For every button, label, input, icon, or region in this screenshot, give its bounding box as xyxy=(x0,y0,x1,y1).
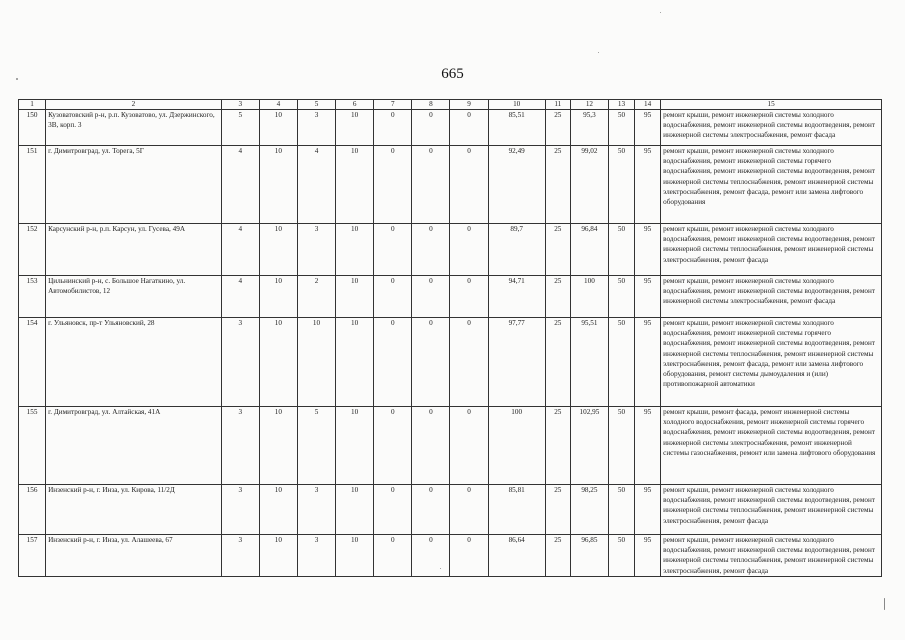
value-cell-c13: 50 xyxy=(608,407,634,485)
value-cell-c5: 10 xyxy=(297,318,335,407)
value-cell-c12: 102,95 xyxy=(570,407,608,485)
column-header: 3 xyxy=(221,100,259,110)
address-cell: Цильнинский р-н, с. Большое Нагаткино, ул. Автомобилистов, 12 xyxy=(46,276,222,318)
value-cell-c8: 0 xyxy=(412,110,450,146)
value-cell-c5: 2 xyxy=(297,276,335,318)
value-cell-c4: 10 xyxy=(259,485,297,535)
value-cell-c4: 10 xyxy=(259,110,297,146)
value-cell-c5: 3 xyxy=(297,110,335,146)
table-row xyxy=(19,276,882,318)
value-cell-c11: 25 xyxy=(545,535,570,577)
value-cell-c3: 5 xyxy=(221,110,259,146)
value-cell-c4: 10 xyxy=(259,276,297,318)
value-cell-c5: 3 xyxy=(297,485,335,535)
column-header: 4 xyxy=(259,100,297,110)
scan-speck xyxy=(440,568,441,569)
value-cell-c12: 95,51 xyxy=(570,318,608,407)
column-header: 2 xyxy=(46,100,222,110)
value-cell-c9: 0 xyxy=(450,110,488,146)
value-cell-c8: 0 xyxy=(412,485,450,535)
value-cell-c6: 10 xyxy=(336,535,374,577)
value-cell-c10: 97,77 xyxy=(488,318,545,407)
column-header: 13 xyxy=(608,100,634,110)
table-row xyxy=(19,146,882,224)
scan-speck xyxy=(884,598,885,610)
value-cell-c3: 3 xyxy=(221,318,259,407)
works-cell: ремонт крыши, ремонт инженерной системы холодного водоснабжения, ремонт инженерной системы горячего водоснабжения, ремонт инженерной системы водоотведения, ремонт инженерной системы теплоснабжения, ремонт инженерной системы электроснабжения, ремонт фасада, ремонт или замена лифтового оборудования xyxy=(661,146,882,224)
row-number: 153 xyxy=(19,276,46,318)
row-number: 157 xyxy=(19,535,46,577)
value-cell-c5: 3 xyxy=(297,535,335,577)
address-cell: г. Димитровград, ул. Торега, 5Г xyxy=(46,146,222,224)
value-cell-c10: 85,51 xyxy=(488,110,545,146)
value-cell-c6: 10 xyxy=(336,146,374,224)
repair-schedule-table xyxy=(18,99,882,577)
row-number: 155 xyxy=(19,407,46,485)
column-header: 1 xyxy=(19,100,46,110)
value-cell-c7: 0 xyxy=(374,224,412,276)
value-cell-c4: 10 xyxy=(259,146,297,224)
value-cell-c6: 10 xyxy=(336,485,374,535)
column-header: 14 xyxy=(635,100,661,110)
value-cell-c9: 0 xyxy=(450,276,488,318)
value-cell-c7: 0 xyxy=(374,146,412,224)
works-cell: ремонт крыши, ремонт инженерной системы холодного водоснабжения, ремонт инженерной системы водоотведения, ремонт инженерной системы электроснабжения, ремонт фасада xyxy=(661,110,882,146)
table-row xyxy=(19,110,882,146)
column-header: 11 xyxy=(545,100,570,110)
row-number: 156 xyxy=(19,485,46,535)
value-cell-c9: 0 xyxy=(450,485,488,535)
table-row xyxy=(19,407,882,485)
value-cell-c3: 4 xyxy=(221,276,259,318)
value-cell-c4: 10 xyxy=(259,318,297,407)
value-cell-c14: 95 xyxy=(635,110,661,146)
value-cell-c9: 0 xyxy=(450,318,488,407)
value-cell-c4: 10 xyxy=(259,535,297,577)
value-cell-c10: 92,49 xyxy=(488,146,545,224)
value-cell-c14: 95 xyxy=(635,146,661,224)
table-row xyxy=(19,485,882,535)
value-cell-c12: 98,25 xyxy=(570,485,608,535)
value-cell-c14: 95 xyxy=(635,224,661,276)
value-cell-c8: 0 xyxy=(412,535,450,577)
address-cell: Инзенский р-н, г. Инза, ул. Кирова, 11/2Д xyxy=(46,485,222,535)
value-cell-c13: 50 xyxy=(608,146,634,224)
address-cell: г. Димитровград, ул. Алтайская, 41А xyxy=(46,407,222,485)
value-cell-c6: 10 xyxy=(336,276,374,318)
value-cell-c12: 96,84 xyxy=(570,224,608,276)
value-cell-c8: 0 xyxy=(412,276,450,318)
value-cell-c10: 86,64 xyxy=(488,535,545,577)
value-cell-c6: 10 xyxy=(336,110,374,146)
table-row xyxy=(19,224,882,276)
value-cell-c11: 25 xyxy=(545,110,570,146)
value-cell-c7: 0 xyxy=(374,485,412,535)
address-cell: г. Ульяновск, пр-т Ульяновский, 28 xyxy=(46,318,222,407)
value-cell-c13: 50 xyxy=(608,485,634,535)
value-cell-c12: 100 xyxy=(570,276,608,318)
value-cell-c11: 25 xyxy=(545,146,570,224)
value-cell-c13: 50 xyxy=(608,224,634,276)
value-cell-c11: 25 xyxy=(545,276,570,318)
row-number: 150 xyxy=(19,110,46,146)
value-cell-c8: 0 xyxy=(412,146,450,224)
row-number: 154 xyxy=(19,318,46,407)
column-header: 9 xyxy=(450,100,488,110)
value-cell-c13: 50 xyxy=(608,110,634,146)
works-cell: ремонт крыши, ремонт инженерной системы холодного водоснабжения, ремонт инженерной системы водоотведения, ремонт инженерной системы теплоснабжения, ремонт инженерной системы электроснабжения, ремонт фасада xyxy=(661,485,882,535)
column-header: 10 xyxy=(488,100,545,110)
works-cell: ремонт крыши, ремонт фасада, ремонт инженерной системы холодного водоснабжения, ремонт инженерной системы горячего водоснабжения, ремонт инженерной системы водоотведения, ремонт инженерной системы электроснабжения, ремонт инженерной системы газоснабжения, ремонт или замена лифтового оборудования xyxy=(661,407,882,485)
value-cell-c12: 96,85 xyxy=(570,535,608,577)
value-cell-c10: 100 xyxy=(488,407,545,485)
value-cell-c6: 10 xyxy=(336,407,374,485)
column-header: 6 xyxy=(336,100,374,110)
page-number: 665 xyxy=(441,66,464,82)
value-cell-c14: 95 xyxy=(635,318,661,407)
works-cell: ремонт крыши, ремонт инженерной системы холодного водоснабжения, ремонт инженерной системы водоотведения, ремонт инженерной системы теплоснабжения, ремонт инженерной системы электроснабжения, ремонт фасада xyxy=(661,224,882,276)
value-cell-c13: 50 xyxy=(608,276,634,318)
value-cell-c11: 25 xyxy=(545,318,570,407)
value-cell-c5: 4 xyxy=(297,146,335,224)
column-header: 7 xyxy=(374,100,412,110)
value-cell-c9: 0 xyxy=(450,407,488,485)
value-cell-c14: 95 xyxy=(635,485,661,535)
value-cell-c7: 0 xyxy=(374,318,412,407)
value-cell-c14: 95 xyxy=(635,276,661,318)
value-cell-c12: 99,02 xyxy=(570,146,608,224)
table-header-row xyxy=(19,100,882,110)
value-cell-c4: 10 xyxy=(259,224,297,276)
value-cell-c9: 0 xyxy=(450,146,488,224)
scan-speck xyxy=(598,52,599,53)
value-cell-c9: 0 xyxy=(450,224,488,276)
table-row xyxy=(19,535,882,577)
value-cell-c7: 0 xyxy=(374,110,412,146)
value-cell-c3: 3 xyxy=(221,485,259,535)
address-cell: Карсунский р-н, р.п. Карсун, ул. Гусева, 49А xyxy=(46,224,222,276)
column-header: 15 xyxy=(661,100,882,110)
value-cell-c3: 4 xyxy=(221,146,259,224)
column-header: 12 xyxy=(570,100,608,110)
works-cell: ремонт крыши, ремонт инженерной системы холодного водоснабжения, ремонт инженерной системы водоотведения, ремонт инженерной системы теплоснабжения, ремонт инженерной системы электроснабжения, ремонт фасада xyxy=(661,535,882,577)
scan-speck xyxy=(16,78,18,80)
address-cell: Инзенский р-н, г. Инза, ул. Алашеева, 67 xyxy=(46,535,222,577)
value-cell-c8: 0 xyxy=(412,318,450,407)
value-cell-c11: 25 xyxy=(545,407,570,485)
scan-speck xyxy=(660,12,661,13)
value-cell-c13: 50 xyxy=(608,535,634,577)
value-cell-c7: 0 xyxy=(374,535,412,577)
value-cell-c7: 0 xyxy=(374,407,412,485)
row-number: 152 xyxy=(19,224,46,276)
works-cell: ремонт крыши, ремонт инженерной системы холодного водоснабжения, ремонт инженерной системы водоотведения, ремонт инженерной системы электроснабжения, ремонт фасада xyxy=(661,276,882,318)
value-cell-c13: 50 xyxy=(608,318,634,407)
value-cell-c10: 89,7 xyxy=(488,224,545,276)
row-number: 151 xyxy=(19,146,46,224)
address-cell: Кузоватовский р-н, р.п. Кузоватово, ул. Дзержинского, 3В, корп. 3 xyxy=(46,110,222,146)
value-cell-c5: 5 xyxy=(297,407,335,485)
value-cell-c10: 85,81 xyxy=(488,485,545,535)
value-cell-c3: 3 xyxy=(221,535,259,577)
value-cell-c12: 95,3 xyxy=(570,110,608,146)
column-header: 5 xyxy=(297,100,335,110)
value-cell-c6: 10 xyxy=(336,318,374,407)
value-cell-c8: 0 xyxy=(412,224,450,276)
value-cell-c11: 25 xyxy=(545,224,570,276)
value-cell-c3: 3 xyxy=(221,407,259,485)
value-cell-c4: 10 xyxy=(259,407,297,485)
value-cell-c6: 10 xyxy=(336,224,374,276)
value-cell-c8: 0 xyxy=(412,407,450,485)
value-cell-c11: 25 xyxy=(545,485,570,535)
value-cell-c14: 95 xyxy=(635,535,661,577)
table-row xyxy=(19,318,882,407)
works-cell: ремонт крыши, ремонт инженерной системы холодного водоснабжения, ремонт инженерной системы горячего водоснабжения, ремонт инженерной системы водоотведения, ремонт инженерной системы теплоснабжения, ремонт инженерной системы электроснабжения, ремонт фасада, ремонт или замена лифтового оборудования, ремонт системы дымоудаления и (или) противопожарной автоматики xyxy=(661,318,882,407)
column-header: 8 xyxy=(412,100,450,110)
value-cell-c7: 0 xyxy=(374,276,412,318)
value-cell-c3: 4 xyxy=(221,224,259,276)
value-cell-c9: 0 xyxy=(450,535,488,577)
value-cell-c14: 95 xyxy=(635,407,661,485)
value-cell-c10: 94,71 xyxy=(488,276,545,318)
value-cell-c5: 3 xyxy=(297,224,335,276)
